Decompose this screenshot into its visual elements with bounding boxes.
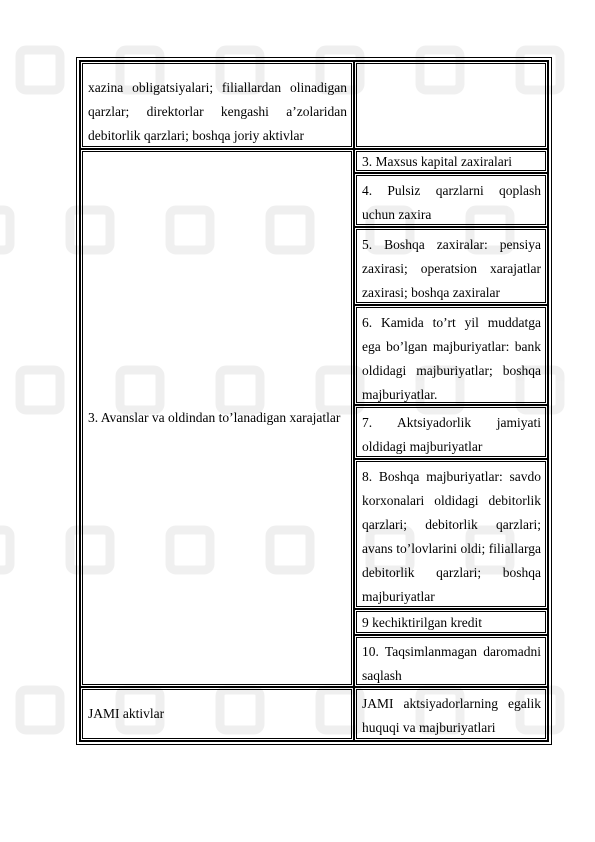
right-item-5-text: 5. Boshqa zaxiralar: pensiya zaxirasi; operatsion xarajatlar zaxirasi; boshqa zaxiralar bbox=[362, 237, 541, 300]
bottom-left-text: JAMI aktivlar bbox=[88, 706, 165, 721]
right-item-6-text: 6. Kamida to’rt yil muddatga ega bo’lgan majburiyatlar: bank oldidagi majburiyatlar; boshqa majburiyatlar. bbox=[362, 315, 541, 402]
right-item-4-text: 4. Pulsiz qarzlarni qoplash uchun zaxira bbox=[362, 183, 541, 222]
document-table bbox=[76, 57, 552, 745]
bottom-right-text: JAMI aktsiyadorlarning egalik huquqi va majburiyatlari bbox=[362, 696, 541, 735]
right-item-10-text: 10. Taqsimlanmagan daromadni saqlash bbox=[362, 644, 541, 683]
left-middle-text: 3. Avanslar va oldindan to’lanadigan xarajatlar bbox=[88, 410, 341, 425]
top-left-text: xazina obligatsiyalari; filiallardan olinadigan qarzlar; direktorlar kengashi a’zolaridan debitorlik qarzlari; boshqa joriy aktivlar bbox=[88, 80, 347, 143]
right-item-3-text: 3. Maxsus kapital zaxiralari bbox=[362, 154, 512, 169]
right-item-7-text: 7. Aktsiyadorlik jamiyati oldidagi majburiyatlar bbox=[362, 415, 541, 454]
right-item-9-text: 9 kechiktirilgan kredit bbox=[362, 615, 482, 630]
right-item-8-text: 8. Boshqa majburiyatlar: savdo korxonalari oldidagi debitorlik qarzlari; debitorlik qarzlari; avans to’lovlarini oldi; filiallarga debitorlik qarzlari; boshqa majburiyatlar bbox=[362, 469, 541, 604]
